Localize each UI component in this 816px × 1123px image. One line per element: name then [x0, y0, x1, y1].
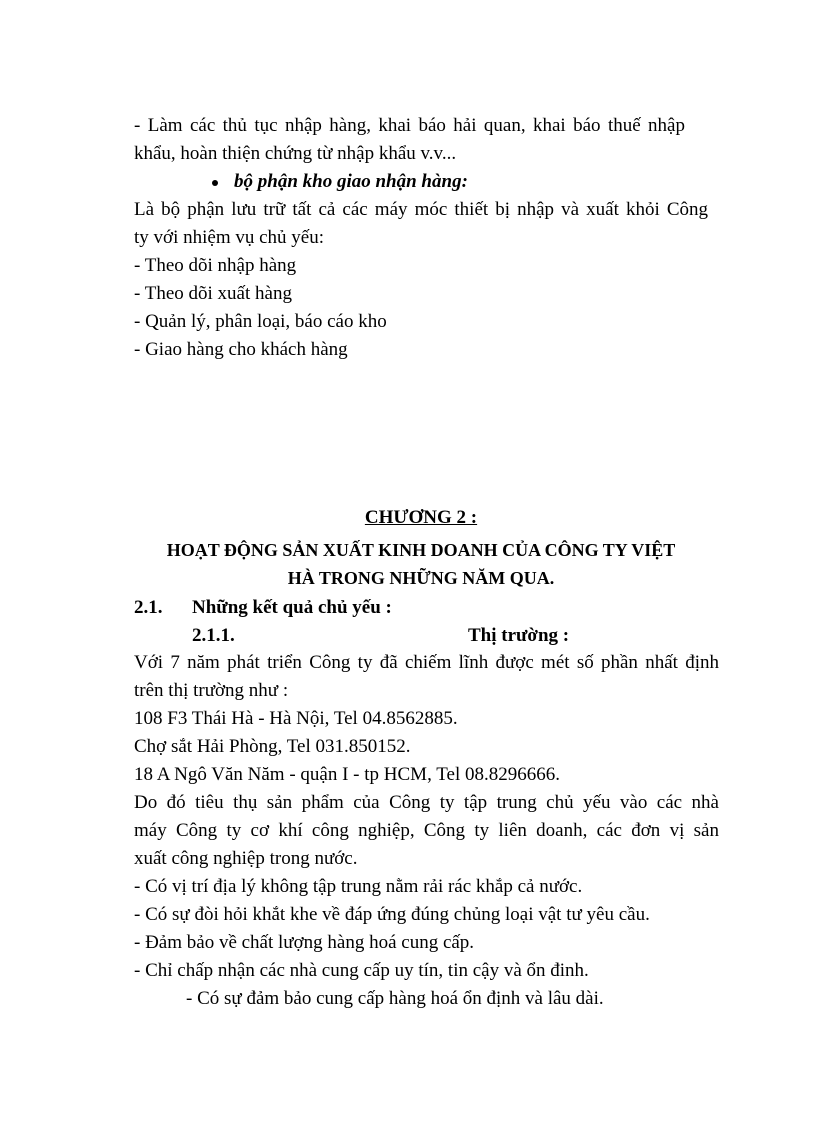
- paragraph-consumption-line-3: xuất công nghiệp trong nước.: [134, 848, 358, 869]
- paragraph-market-line-1: Với 7 năm phát triển Công ty đã chiếm lĩnh được mét số phần nhất định: [134, 652, 719, 673]
- requirement-item-indented: - Có sự đảm bảo cung cấp hàng hoá ổn định và lâu dài.: [186, 988, 604, 1009]
- task-item: - Theo dõi xuất hàng: [134, 283, 292, 304]
- requirement-item: - Có vị trí địa lý không tập trung nằm rải rác khắp cả nước.: [134, 876, 583, 897]
- chapter-number: CHƯƠNG 2 :: [364, 507, 478, 528]
- paragraph-consumption-line-2: máy Công ty cơ khí công nghiệp, Công ty liên doanh, các đơn vị sản: [134, 820, 719, 841]
- section-2-1-title: Những kết quả chủ yếu :: [192, 597, 392, 618]
- warehouse-intro-line-1: Là bộ phận lưu trữ tất cả các máy móc thiết bị nhập và xuất khỏi Công: [134, 199, 708, 220]
- bullet-dot-icon: [212, 180, 218, 186]
- address-line: 18 A Ngô Văn Năm - quận I - tp HCM, Tel 08.8296666.: [134, 764, 560, 785]
- section-2-1-1-title: Thị trường :: [468, 625, 570, 646]
- task-item: - Giao hàng cho khách hàng: [134, 339, 348, 360]
- paragraph-consumption-line-1: Do đó tiêu thụ sản phẩm của Công ty tập trung chủ yếu vào các nhà: [134, 792, 719, 813]
- chapter-title-line-2: HÀ TRONG NHỮNG NĂM QUA.: [287, 568, 555, 588]
- warehouse-dept-heading: bộ phận kho giao nhận hàng:: [234, 171, 468, 192]
- paragraph-market-line-2: trên thị trường như :: [134, 680, 289, 701]
- chapter-title-line-1: HOẠT ĐỘNG SẢN XUẤT KINH DOANH CỦA CÔNG TY VIỆT: [166, 540, 676, 560]
- warehouse-intro-line-2: ty với nhiệm vụ chủ yếu:: [134, 227, 324, 248]
- import-tasks-line-2: khẩu, hoàn thiện chứng từ nhập khẩu v.v...: [134, 143, 457, 164]
- section-2-1-number: 2.1.: [134, 597, 163, 618]
- address-line: Chợ sắt Hải Phòng, Tel 031.850152.: [134, 736, 411, 757]
- import-tasks-line-1: - Làm các thủ tục nhập hàng, khai báo hải quan, khai báo thuế nhập: [134, 115, 685, 136]
- requirement-item: - Đảm bảo về chất lượng hàng hoá cung cấp.: [134, 932, 475, 953]
- requirement-item: - Có sự đòi hỏi khắt khe về đáp ứng đúng chủng loại vật tư yêu cầu.: [134, 904, 650, 925]
- section-2-1-1-number: 2.1.1.: [192, 625, 235, 646]
- task-item: - Quản lý, phân loại, báo cáo kho: [134, 311, 387, 332]
- requirement-item: - Chỉ chấp nhận các nhà cung cấp uy tín, tin cậy và ổn đinh.: [134, 960, 589, 981]
- address-line: 108 F3 Thái Hà - Hà Nội, Tel 04.8562885.: [134, 708, 458, 729]
- task-item: - Theo dõi nhập hàng: [134, 255, 297, 276]
